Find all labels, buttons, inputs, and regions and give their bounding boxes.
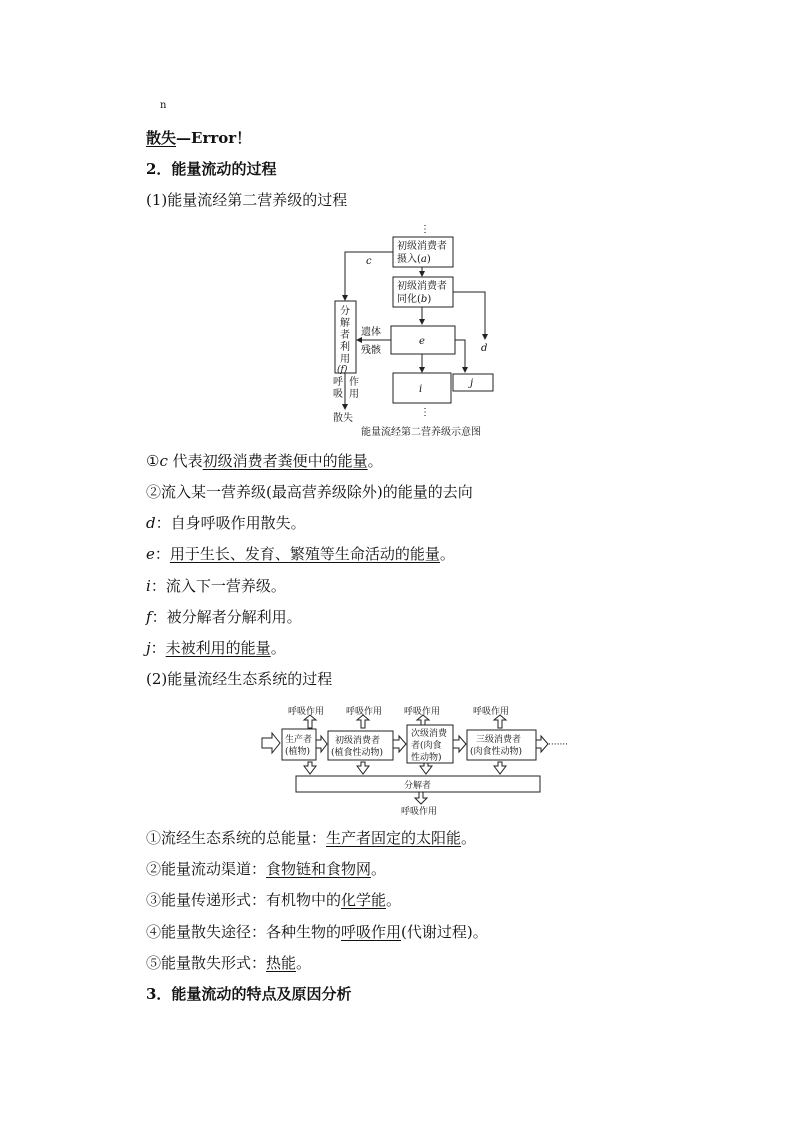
down-arrow-producer xyxy=(304,762,316,774)
decomp-f: (f) xyxy=(337,365,348,375)
down-arrow-tertiary xyxy=(494,762,506,774)
heading-2-1: (1)能量流经第二营养级的过程 xyxy=(146,191,348,209)
item2-loss-path: ④能量散失途径：各种生物的呼吸作用(代谢过程)。 xyxy=(146,923,488,941)
resp-r2: 用 xyxy=(349,389,359,400)
arrow-producer-primary xyxy=(316,736,327,752)
resp-l1: 呼 xyxy=(333,377,343,388)
down-arrow-primary xyxy=(357,762,369,774)
item2-channel: ②能量流动渠道：食物链和食物网。 xyxy=(146,860,387,878)
item1-j: j：未被利用的能量。 xyxy=(146,639,286,657)
top-mark: n xyxy=(160,100,167,111)
ecosystem-energy-flow-diagram xyxy=(258,702,578,820)
arrow-e-j xyxy=(455,340,465,372)
decomposer-label: 分解者 xyxy=(404,781,432,791)
item1-outflow: ②流入某一营养级(最高营养级除外)的能量的去向 xyxy=(146,483,473,501)
label-i: i xyxy=(419,384,423,395)
energy-flow-trophic-diagram xyxy=(325,222,525,442)
producer-l2: (植物) xyxy=(285,747,311,757)
primary-l2: (植食性动物) xyxy=(331,748,384,758)
resp-primary: 呼吸作用 xyxy=(346,707,383,717)
arrow-primary-secondary xyxy=(393,736,406,752)
heading-2: 2．能量流动的过程 xyxy=(146,160,277,178)
decomp-c3: 利 xyxy=(340,342,350,353)
secondary-l3: 性动物) xyxy=(411,753,442,763)
diagram-caption: 能量流经第二营养级示意图 xyxy=(361,427,481,438)
item2-total-energy: ①流经生态系统的总能量：生产者固定的太阳能。 xyxy=(146,829,477,847)
heading-2-2: (2)能量流经生态系统的过程 xyxy=(146,670,333,688)
label-j: j xyxy=(470,378,474,389)
decomp-c1: 解 xyxy=(340,318,350,329)
item1-e: e：用于生长、发育、繁殖等生命活动的能量。 xyxy=(146,545,455,563)
item2-form: ③能量传递形式：有机物中的化学能。 xyxy=(146,891,402,909)
resp-producer: 呼吸作用 xyxy=(288,707,325,717)
label-e: e xyxy=(419,336,425,347)
down-arrow-secondary xyxy=(420,763,432,774)
item1-f: f：被分解者分解利用。 xyxy=(146,608,302,626)
remains-2: 残骸 xyxy=(361,345,381,356)
remains-1: 遗体 xyxy=(361,327,381,338)
resp-secondary: 呼吸作用 xyxy=(404,707,441,717)
tertiary-l1: 三级消费者 xyxy=(476,735,522,745)
down-arrow-decomposer xyxy=(415,792,427,804)
resp-l2: 吸 xyxy=(333,389,343,400)
item1-c: ①c 代表初级消费者粪便中的能量。 xyxy=(146,452,383,470)
diagram-dots-bottom: ⋮ xyxy=(420,407,430,418)
item2-loss-form: ⑤能量散失形式：热能。 xyxy=(146,954,312,972)
ingest-line2: 摄入(a) xyxy=(397,254,431,265)
tertiary-l2: (肉食性动物) xyxy=(470,747,523,757)
arrow-tertiary-next xyxy=(536,736,548,752)
decomp-c4: 用 xyxy=(340,354,350,365)
resp-r1: 作 xyxy=(349,377,359,388)
item1-d: d：自身呼吸作用散失。 xyxy=(146,514,306,532)
sanshi-term: 散失 xyxy=(146,129,177,147)
producer-l1: 生产者 xyxy=(285,735,313,745)
secondary-l1: 次级消费 xyxy=(411,729,448,739)
label-c: c xyxy=(366,256,372,267)
resp-decomposer: 呼吸作用 xyxy=(401,807,438,817)
continuation-dots: ······· xyxy=(548,740,569,750)
primary-l1: 初级消费者 xyxy=(335,736,381,746)
secondary-l2: 者(肉食 xyxy=(411,741,442,751)
sanshi-line xyxy=(146,128,251,148)
ingest-line1: 初级消费者 xyxy=(397,241,447,252)
resp-tertiary: 呼吸作用 xyxy=(473,707,510,717)
item1-i: i：流入下一营养级。 xyxy=(146,577,286,595)
heading-3: 3．能量流动的特点及原因分析 xyxy=(146,985,352,1003)
arrow-d xyxy=(453,292,485,339)
arrow-secondary-tertiary xyxy=(453,736,466,752)
assim-line2: 同化(b) xyxy=(397,294,432,305)
diagram-dots-top: ⋮ xyxy=(420,224,430,235)
decomp-c0: 分 xyxy=(340,306,350,317)
decomp-c2: 者 xyxy=(340,330,350,341)
sunlight-input-arrow xyxy=(262,733,280,753)
dissipate-label: 散失 xyxy=(333,413,353,424)
label-d: d xyxy=(481,343,488,354)
assim-line1: 初级消费者 xyxy=(397,281,447,292)
sanshi-error: —Error！ xyxy=(176,129,252,147)
